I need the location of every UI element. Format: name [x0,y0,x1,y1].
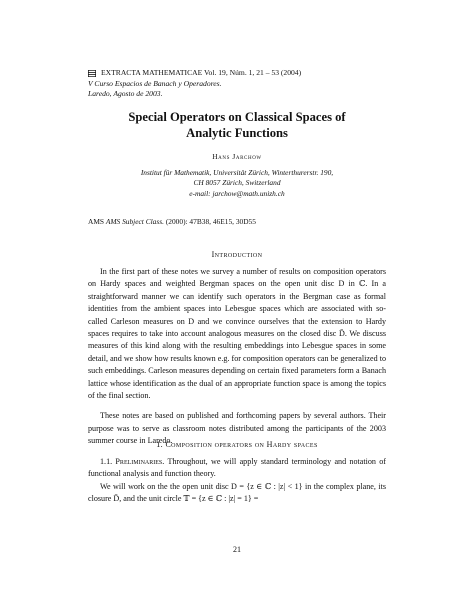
subsection-1-1 [88,456,386,481]
subsection-1-1-label: 1.1. Preliminaries. [100,457,165,466]
introduction-paragraph-2: These notes are based on published and forthcoming papers by several authors. Their purpose was to serve as classroom notes distributed among the participants of the 2003 summer course in Laredo. [88,411,386,446]
section-1-body [88,456,386,506]
course-place-date: Laredo, Agosto de 2003. [88,89,163,99]
course-name: V Curso Espacios de Banach y Operadores. [88,78,222,88]
ams-classification: AMS AMS Subject Class. (2000): 47B38, 46E15, 30D55 [88,217,256,226]
title-line-1: Special Operators on Classical Spaces of [128,110,346,124]
ams-codes: (2000): 47B38, 46E15, 30D55 [165,217,256,226]
journal-name: EXTRACTA MATHEMATICAE Vol. 19, Núm. 1, 21 – 53 (2004) [101,68,302,77]
paper-title [0,110,474,141]
subsection-1-1-text: Throughout, we will apply standard terminology and notation of functional analysis and function theory. [88,457,386,479]
section-1-heading: 1. Composition operators on Hardy spaces [156,440,318,449]
affiliation-line-1: Institut für Mathematik, Universität Zürich, Winterthurerstr. 190, [140,168,334,177]
introduction-paragraph-1: In the first part of these notes we survey a number of results on composition operators on Hardy spaces and weighted Bergman spaces on the open unit disc D in ℂ. In a straightforward manner we can identify such operators in the Bergman case as formal identities from the ambient spaces into Lebesgue spaces which are associated with so-called Carleson measures on D and we convince ourselves that the extension to Hardy spaces requires to take into account analogous measures on the closed disc D̄. We discuss measures of this kind along with the resulting embeddings into Lebesgue spaces in some detail, and we show how results known e.g. for composition operators can be generalized to such embeddings. Carleson measures depending on certain fixed parameters form a Banach lattice whose identification as the dual of an appropriate function space is among the topics of the final section. [88,267,386,401]
page-number: 21 [233,545,241,554]
author-email: e-mail: jarchow@math.unizh.ch [189,188,285,198]
section-1-paragraph-2: We will work on the the open unit disc D = {z ∈ ℂ : |z| < 1} in the complex plane, its closure D̄, and the unit circle 𝕋 = {z ∈ ℂ : |z| = 1} = [88,481,386,504]
journal-header [88,68,301,100]
affiliation [0,168,474,199]
introduction-body [88,266,386,448]
introduction-heading: Introduction [211,250,263,259]
title-line-2: Analytic Functions [186,125,288,140]
author-name: Hans Jarchow [212,152,262,161]
journal-logo-icon [88,70,96,77]
ams-label: AMS Subject Class. [105,217,164,226]
affiliation-line-2: CH 8057 Zürich, Switzerland [193,178,281,188]
